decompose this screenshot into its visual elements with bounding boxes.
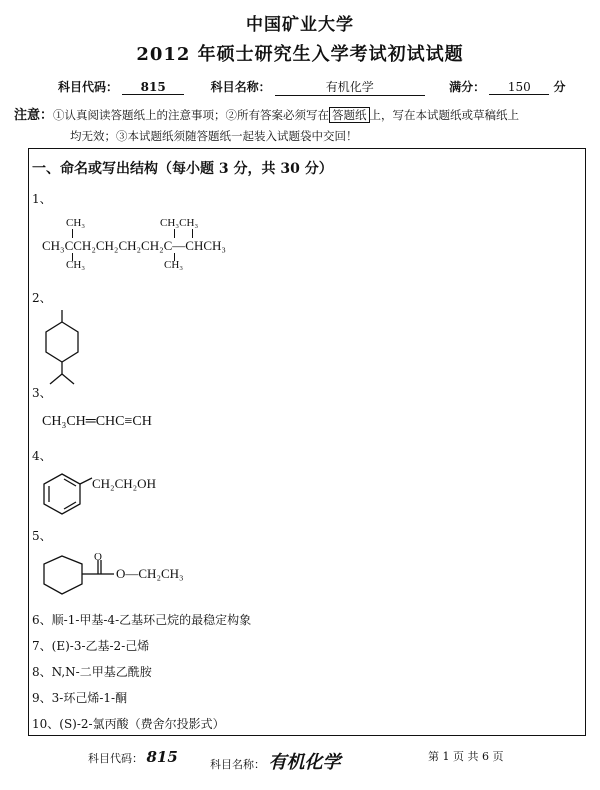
full-score-value: 150 [489,80,549,95]
footer-subject-code [88,748,178,766]
q4-structure-benzene [40,470,100,522]
notice-line-2: 均无效；③本试题纸须随答题纸一起装入试题袋中交回！ [70,129,358,143]
q3-number: 3、 [32,386,52,400]
q5-number: 5、 [32,529,52,543]
score-unit: 分 [553,80,566,94]
footer-subject-name [210,748,341,774]
q9-text: 9、3-环己烯-1-酮 [32,691,128,705]
notice-label: 注意： [14,108,54,123]
q2-structure-cyclohexane [36,306,96,392]
footer-page-info: 第 1 页 共 6 页 [428,750,504,763]
exam-title: 2012 年硕士研究生入学考试初试试题 [136,44,464,65]
q1-bond-top-left [72,229,73,238]
q1-bottom-right-methyl: CH₃ [164,259,184,271]
q1-top-left-methyl: CH₃ [66,217,86,229]
q1-bond-top-mid [174,229,175,238]
q5-carbonyl-oxygen: O [94,551,102,563]
subject-name-value: 有机化学 [275,78,425,96]
section-title: 一、命名或写出结构（每小题 3 分，共 30 分） [32,161,333,177]
footer-subject-code-label: 科目代码： [88,752,143,765]
q1-top-right-methyls: CH₃CH₃ [160,217,199,229]
notice-text-b: 上，写在本试题纸或草稿纸上 [369,108,520,122]
q7-text: 7、(E)-3-乙基-2-己烯 [32,639,150,653]
q2-number: 2、 [32,291,52,305]
footer-subject-name-label: 科目名称： [210,758,265,771]
answer-sheet-box: 答题纸 [329,107,370,123]
university-name: 中国矿业大学 [246,15,354,35]
q4-number: 4、 [32,449,52,463]
footer-subject-name-handwritten: 有机化学 [268,752,341,773]
q3-formula: CH₃CH═CHC≡CH [42,414,152,429]
q4-substituent: CH₂CH₂OH [92,476,156,491]
full-score-label: 满分： [449,80,486,94]
q10-text: 10、(S)-2-氯丙酸（费舍尔投影式） [32,717,225,731]
q1-number: 1、 [32,192,52,206]
notice-line-1 [14,104,519,123]
q1-bond-top-right [192,229,193,238]
q5-ester-tail: O—CH₂CH₃ [116,566,184,581]
subject-code-label: 科目代码： [58,80,119,94]
subject-name-label: 科目名称： [210,80,271,94]
subject-code-value: 815 [122,80,184,95]
q1-main-chain: CH₃CCH₂CH₂CH₂CH₂C—CHCH₃ [42,238,226,253]
q8-text: 8、N,N-二甲基乙酰胺 [32,665,152,679]
footer-subject-code-handwritten: 815 [146,748,178,766]
q6-text: 6、顺-1-甲基-4-乙基环己烷的最稳定构象 [32,613,252,627]
notice-text-a: ①认真阅读答题纸上的注意事项；②所有答案必须写在 [53,108,330,122]
exam-meta-line [58,78,566,96]
q1-bottom-left-methyl: CH₃ [66,259,86,271]
